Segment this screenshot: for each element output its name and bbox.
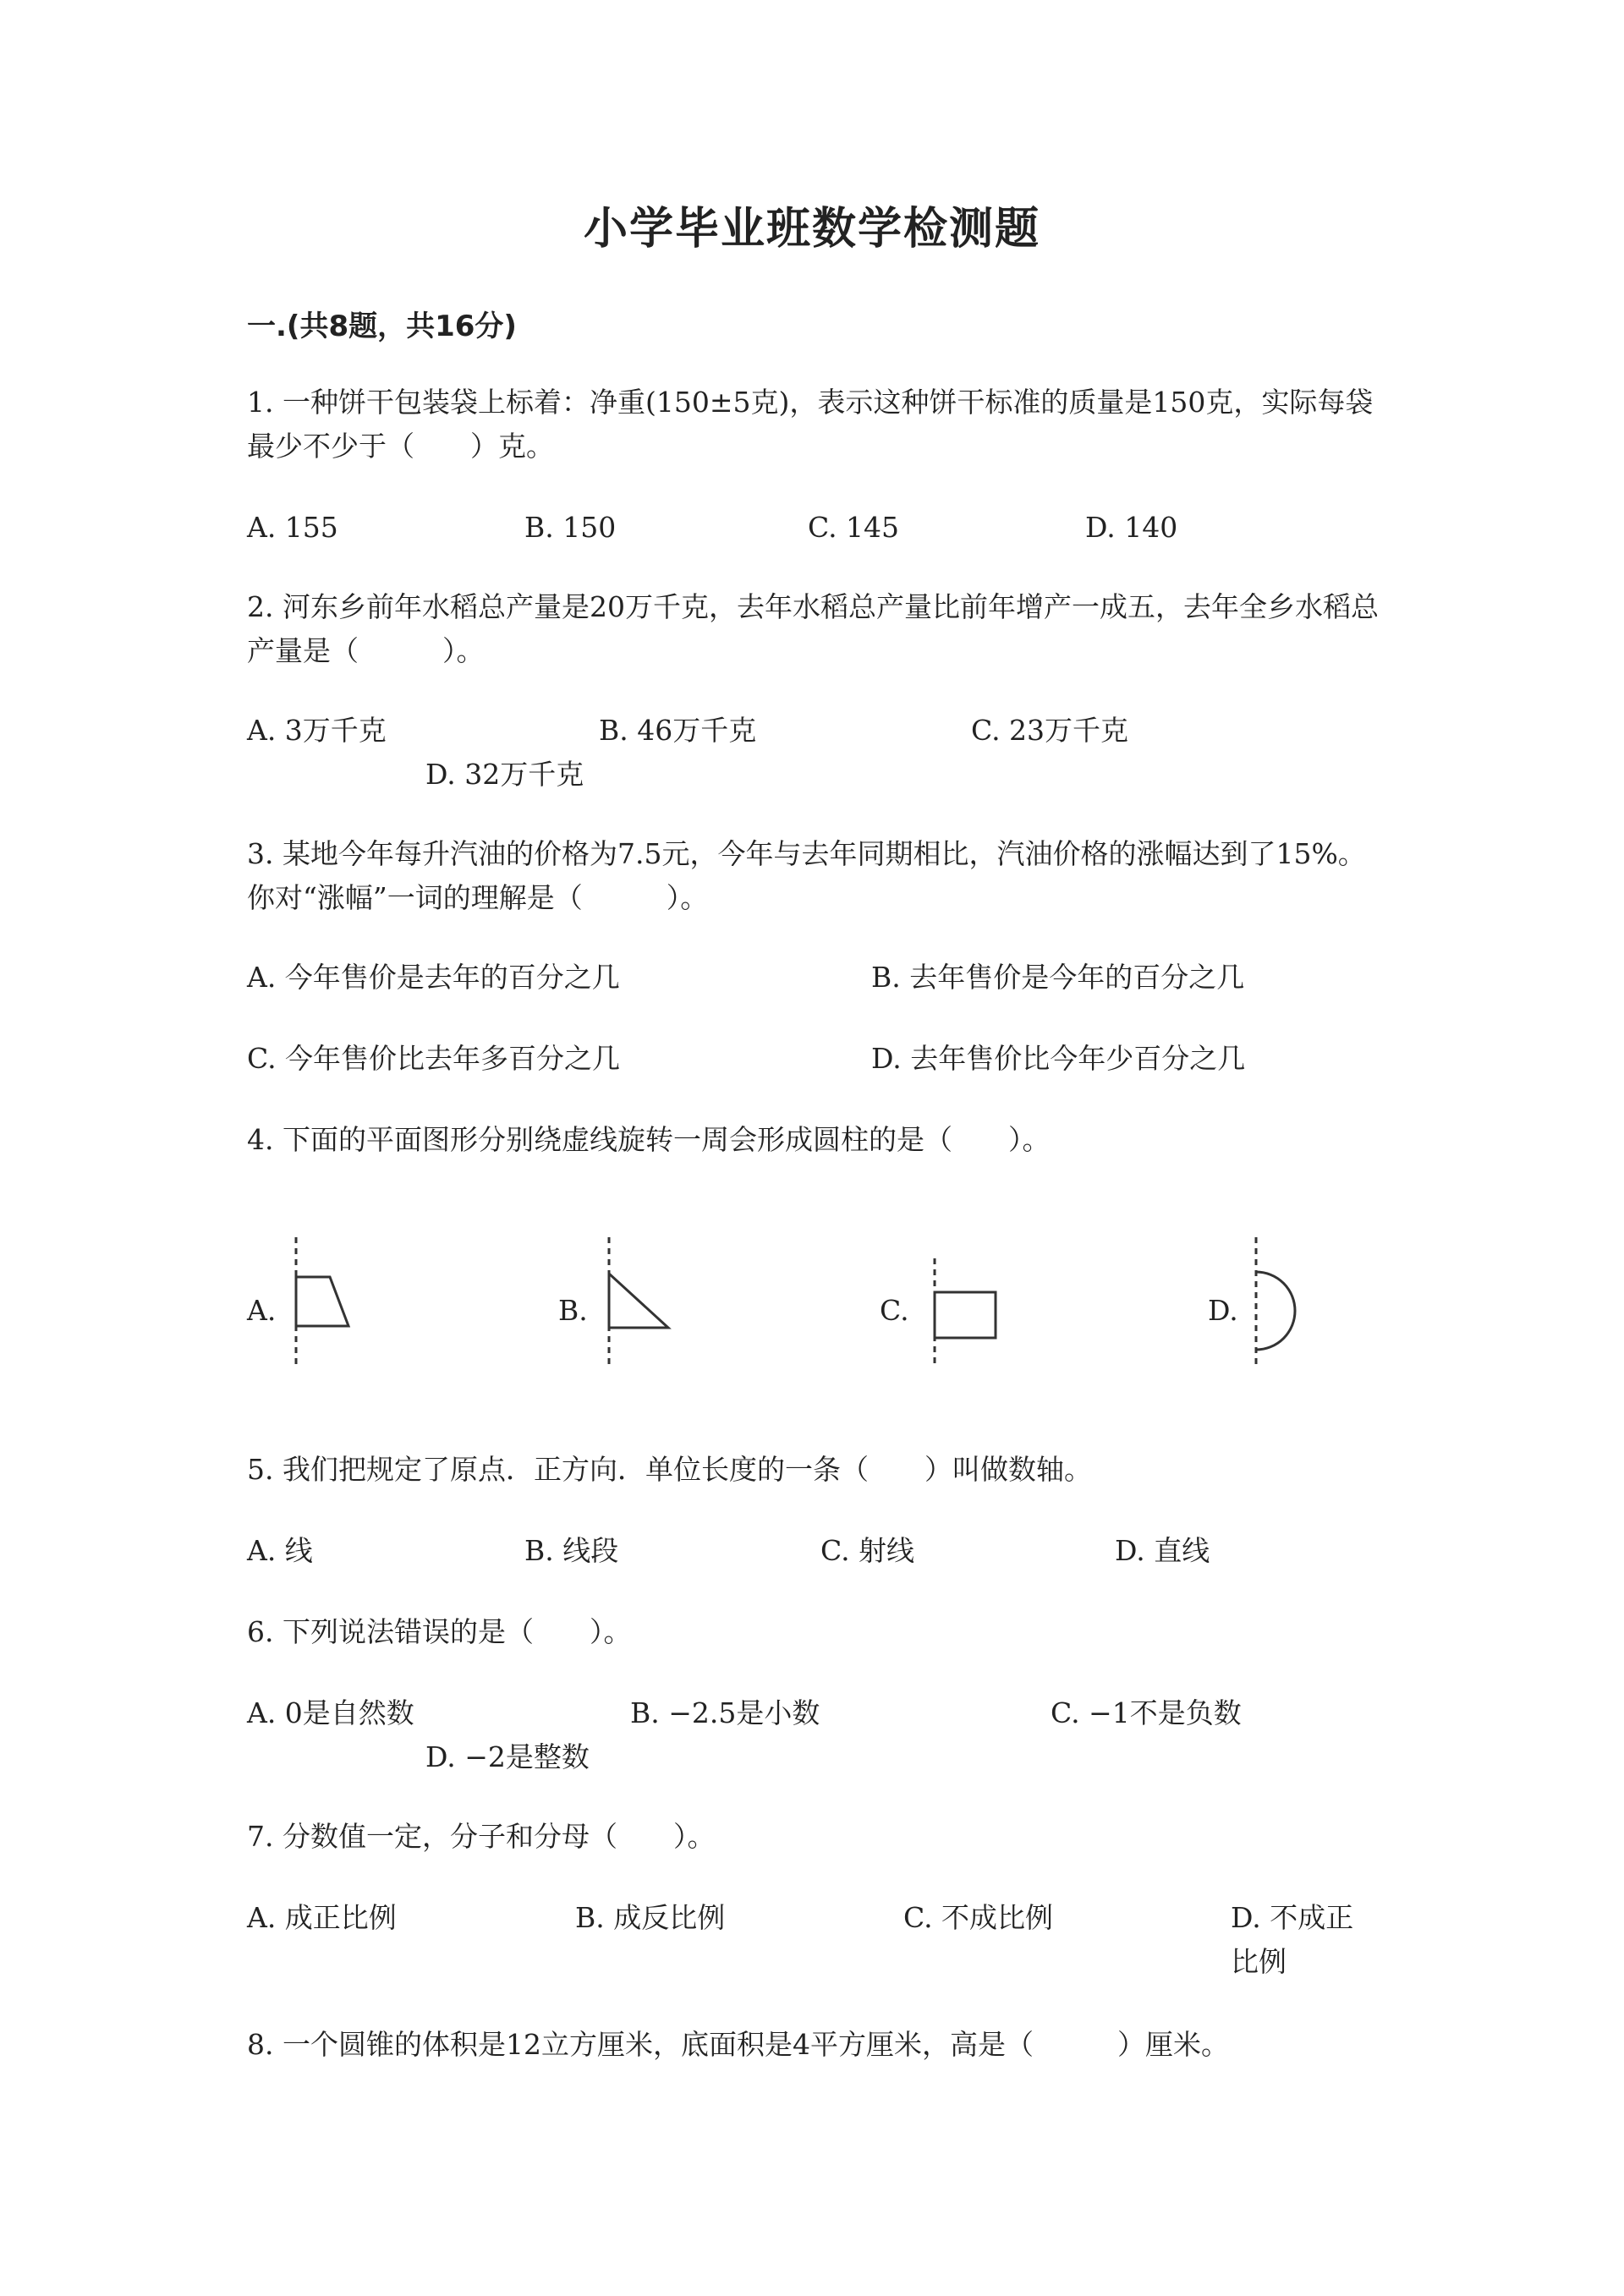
question-6-option-b[interactable]: B. −2.5是小数 bbox=[630, 1696, 820, 1729]
question-2-option-b[interactable]: B. 46万千克 bbox=[599, 714, 757, 747]
question-1-option-d[interactable]: D. 140 bbox=[1085, 511, 1178, 544]
semicircle-figure bbox=[1239, 1233, 1315, 1368]
question-2-stem: 2. 河东乡前年水稻总产量是20万千克，去年水稻总产量比前年增产一成五，去年全乡水稻总产量是（ ）。 bbox=[247, 590, 1379, 667]
question-1-option-c[interactable]: C. 145 bbox=[808, 511, 900, 544]
question-5-option-a[interactable]: A. 线 bbox=[247, 1534, 313, 1567]
question-6-stem: 6. 下列说法错误的是（ ）。 bbox=[247, 1615, 632, 1648]
question-7-option-d[interactable]: D. 不成正比例 bbox=[1231, 1901, 1354, 1978]
section-heading: 一.(共8题，共16分) bbox=[247, 310, 517, 343]
question-2-option-d[interactable]: D. 32万千克 bbox=[425, 758, 584, 791]
question-7-option-c[interactable]: C. 不成比例 bbox=[903, 1901, 1054, 1934]
question-8-stem: 8. 一个圆锥的体积是12立方厘米，底面积是4平方厘米，高是（ ）厘米。 bbox=[247, 2028, 1229, 2061]
rectangle-figure bbox=[918, 1233, 1011, 1368]
question-3-option-c[interactable]: C. 今年售价比去年多百分之几 bbox=[247, 1042, 621, 1075]
question-2-option-c[interactable]: C. 23万千克 bbox=[971, 714, 1129, 747]
right-triangle-figure bbox=[592, 1233, 677, 1368]
question-3-option-a[interactable]: A. 今年售价是去年的百分之几 bbox=[247, 961, 620, 994]
question-6-option-a[interactable]: A. 0是自然数 bbox=[247, 1696, 414, 1729]
question-6-option-d[interactable]: D. −2是整数 bbox=[425, 1740, 590, 1773]
question-1-option-b[interactable]: B. 150 bbox=[524, 511, 617, 544]
question-5-stem: 5. 我们把规定了原点．正方向．单位长度的一条（ ）叫做数轴。 bbox=[247, 1453, 1092, 1486]
question-3-option-b[interactable]: B. 去年售价是今年的百分之几 bbox=[871, 961, 1245, 994]
page-title: 小学毕业班数学检测题 bbox=[583, 204, 1040, 255]
question-7-stem: 7. 分数值一定，分子和分母（ ）。 bbox=[247, 1820, 716, 1853]
question-4-option-d[interactable]: D. bbox=[1208, 1294, 1238, 1327]
question-4-option-c[interactable]: C. bbox=[880, 1294, 909, 1327]
question-7-option-b[interactable]: B. 成反比例 bbox=[575, 1901, 726, 1934]
question-7-option-a[interactable]: A. 成正比例 bbox=[247, 1901, 397, 1934]
question-4-stem: 4. 下面的平面图形分别绕虚线旋转一周会形成圆柱的是（ ）。 bbox=[247, 1123, 1051, 1156]
question-1-stem: 1. 一种饼干包装袋上标着：净重(150±5克)，表示这种饼干标准的质量是150克，实际每袋最少不少于（ ）克。 bbox=[247, 386, 1374, 463]
question-4-option-a[interactable]: A. bbox=[247, 1294, 277, 1327]
question-5-option-b[interactable]: B. 线段 bbox=[524, 1534, 619, 1567]
question-5-option-d[interactable]: D. 直线 bbox=[1115, 1534, 1210, 1567]
question-3-option-d[interactable]: D. 去年售价比今年少百分之几 bbox=[871, 1042, 1246, 1075]
question-6-option-c[interactable]: C. −1不是负数 bbox=[1051, 1696, 1242, 1729]
trapezoid-figure bbox=[279, 1233, 355, 1368]
question-5-option-c[interactable]: C. 射线 bbox=[820, 1534, 915, 1567]
question-1-option-a[interactable]: A. 155 bbox=[247, 511, 338, 544]
question-2-option-a[interactable]: A. 3万千克 bbox=[247, 714, 387, 747]
question-3-stem: 3. 某地今年每升汽油的价格为7.5元，今年与去年同期相比，汽油价格的涨幅达到了15%。你对“涨幅”一词的理解是（ ）。 bbox=[247, 837, 1366, 914]
question-4-option-b[interactable]: B. bbox=[558, 1294, 588, 1327]
